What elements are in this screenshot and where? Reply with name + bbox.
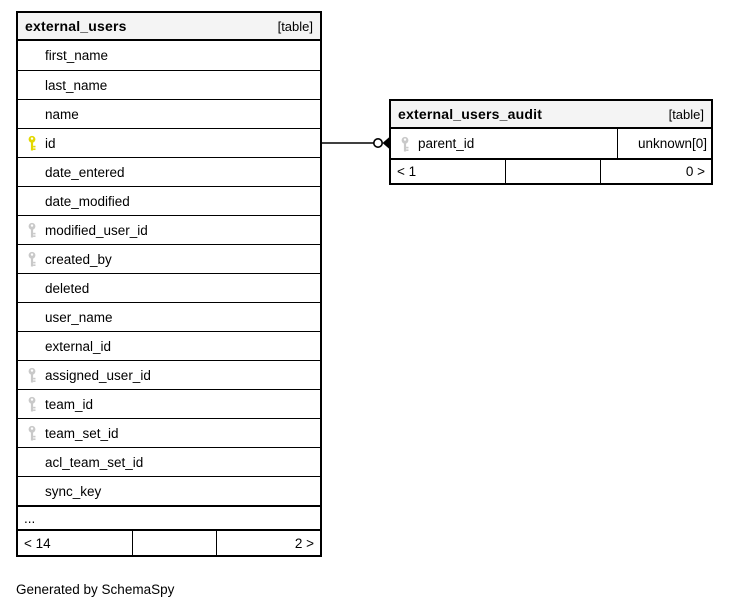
column-name: deleted <box>45 280 90 296</box>
generated-by-caption: Generated by SchemaSpy <box>16 582 175 597</box>
table-footer <box>391 158 711 183</box>
column-row <box>18 186 320 215</box>
column-row <box>18 360 320 389</box>
column-name: id <box>45 135 56 151</box>
column-row <box>18 128 320 157</box>
column-name: modified_user_id <box>45 222 148 238</box>
column-row <box>391 129 711 158</box>
table-type-label: [table] <box>277 18 313 34</box>
column-name: team_set_id <box>45 425 119 441</box>
column-name: parent_id <box>418 136 475 151</box>
footer-spacer <box>132 531 216 555</box>
column-row <box>18 244 320 273</box>
footer-prev-count: < 1 <box>397 164 417 179</box>
column-row <box>18 273 320 302</box>
relationship-connector <box>322 134 389 152</box>
column-row <box>18 447 320 476</box>
foreign-key-icon <box>26 396 38 412</box>
footer-next-count: 0 > <box>600 160 711 183</box>
column-row <box>18 476 320 505</box>
table-name[interactable]: external_users <box>25 18 127 34</box>
footer-next-count: 2 > <box>216 531 320 555</box>
foreign-key-icon <box>26 222 38 238</box>
crowfoot-arrow-icon <box>383 137 390 148</box>
entity-table-external-users[interactable] <box>16 11 322 557</box>
footer-prev-count: < 14 <box>24 535 51 551</box>
foreign-key-icon <box>399 136 411 152</box>
table-header[interactable] <box>391 101 711 129</box>
entity-table-external-users-audit[interactable] <box>389 99 713 185</box>
column-row <box>18 99 320 128</box>
column-name: sync_key <box>45 483 102 499</box>
footer-spacer <box>505 160 600 183</box>
table-footer <box>18 529 320 555</box>
foreign-key-icon <box>26 367 38 383</box>
foreign-key-icon <box>26 251 38 267</box>
column-type-label: unknown[0] <box>617 129 711 158</box>
zero-circle-icon <box>374 139 382 147</box>
table-type-label: [table] <box>668 106 704 122</box>
column-name: external_id <box>45 338 112 354</box>
column-name: last_name <box>45 77 108 93</box>
table-header[interactable] <box>18 13 320 41</box>
column-name: team_id <box>45 396 94 412</box>
column-name: name <box>45 106 79 122</box>
table-name[interactable]: external_users_audit <box>398 106 543 122</box>
column-name: date_entered <box>45 164 125 180</box>
column-row <box>18 389 320 418</box>
column-row <box>18 418 320 447</box>
ellipsis-row <box>18 505 320 529</box>
column-row <box>18 157 320 186</box>
column-row <box>18 331 320 360</box>
column-row <box>18 215 320 244</box>
primary-key-icon <box>26 135 38 151</box>
column-row <box>18 302 320 331</box>
column-name: created_by <box>45 251 112 267</box>
column-list <box>18 41 320 505</box>
column-name: date_modified <box>45 193 130 209</box>
column-name: assigned_user_id <box>45 367 151 383</box>
column-row <box>18 70 320 99</box>
column-name: acl_team_set_id <box>45 454 144 470</box>
foreign-key-icon <box>26 425 38 441</box>
ellipsis-label: ... <box>24 510 36 526</box>
column-name: user_name <box>45 309 113 325</box>
column-row <box>18 41 320 70</box>
column-list <box>391 129 711 158</box>
column-name: first_name <box>45 48 109 63</box>
